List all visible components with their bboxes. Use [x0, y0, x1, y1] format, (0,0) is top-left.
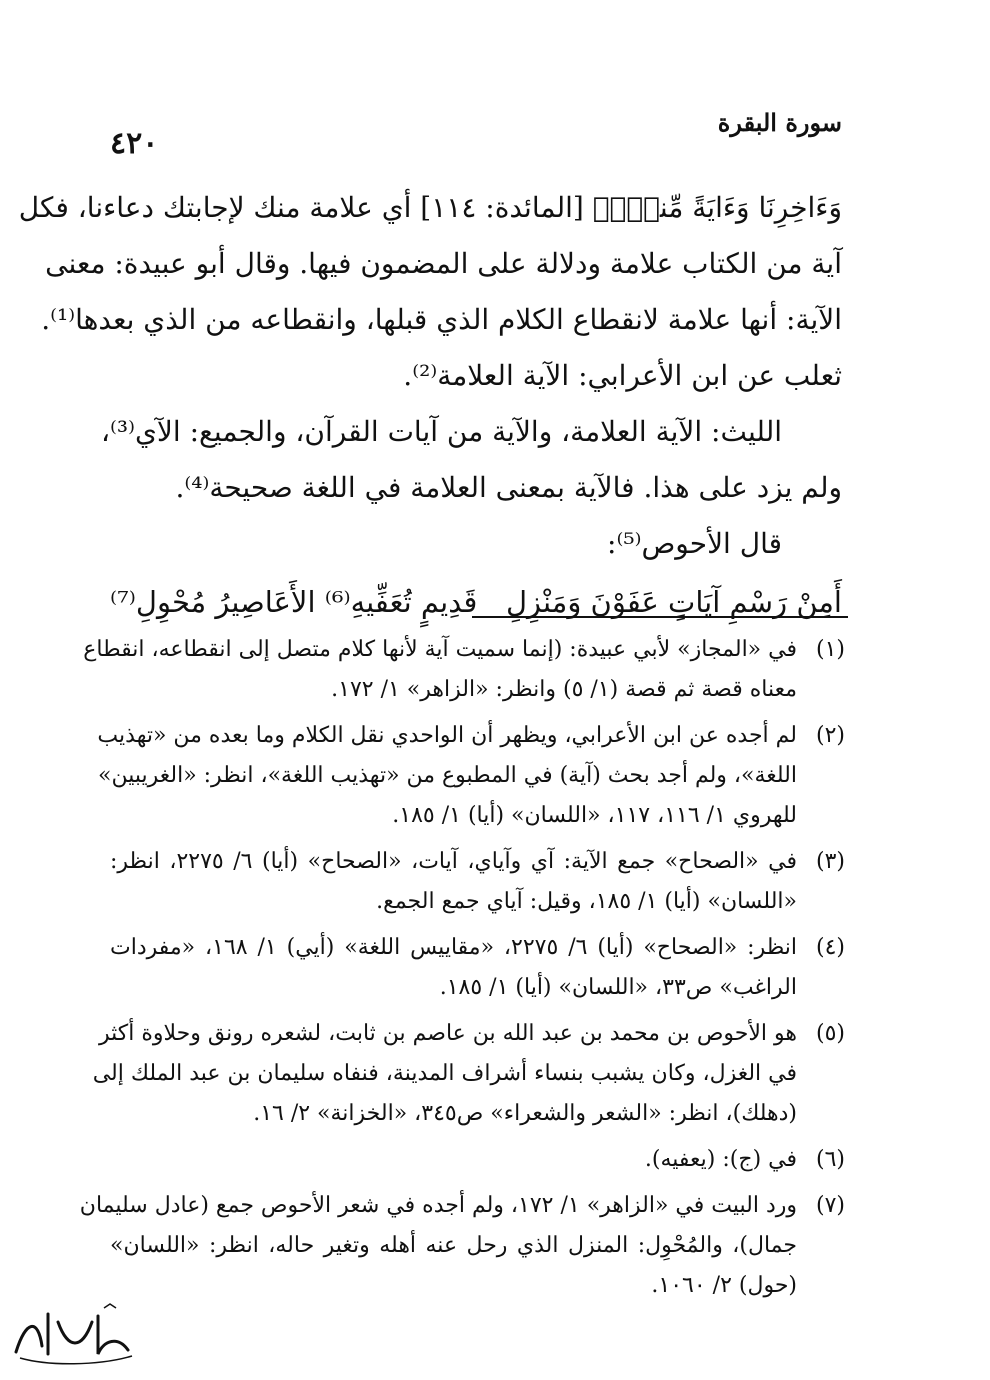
footnote-number: (٢)	[815, 723, 845, 748]
footnote-number: (٧)	[815, 1193, 845, 1218]
verse-second-hemistich: قَدِيمٍ تُعَفِّيهِ⁽⁶⁾ الأَعَاصِيرُ مُحْوِلِ⁽⁷⁾	[110, 585, 478, 619]
main-line: قال الأحوص⁽⁵⁾:	[607, 527, 782, 560]
footnote-6	[110, 1140, 845, 1180]
footnote-line: للهروي ١/ ١١٦، ١١٧، «اللسان» (أيا) ١/ ١٨٥.	[392, 803, 797, 828]
page-number: ٤٢٠	[110, 126, 159, 161]
footnote-number: (٥)	[815, 1021, 845, 1046]
main-line: وَءَاخِرِنَا وَءَايَةً مِّنكَۖ﴾ [المائدة: ١١٤] أي علامة منك لإجابتك دعاءنا، فكل	[18, 191, 842, 224]
footnote-line: جمال)، والمُحْوِل: المنزل الذي رحل عنه أهله وتغير حاله، انظر: «اللسان»	[110, 1233, 797, 1258]
main-text	[18, 180, 842, 632]
watermark-seal	[8, 1300, 138, 1370]
footnote-line: لم أجده عن ابن الأعرابي، ويظهر أن الواحدي نقل الكلام وما بعده من «تهذيب	[97, 723, 797, 748]
footnote-line: ورد البيت في «الزاهر» ١/ ١٧٢، ولم أجده في شعر الأحوص جمع (عادل سليمان	[79, 1193, 797, 1218]
footnote-line: في (ج): (يعفيه).	[644, 1147, 797, 1172]
footnote-number: (٣)	[815, 849, 845, 874]
footnote-number: (٦)	[815, 1147, 845, 1172]
page-header	[110, 108, 842, 161]
footnote-line: انظر: «الصحاح» (أيا) ٦/ ٢٢٧٥، «مقاييس اللغة» (أيي) ١/ ١٦٨، «مفردات	[110, 935, 797, 960]
footnote-separator	[472, 616, 848, 618]
running-title: سورة البقرة	[717, 108, 842, 137]
main-line: ثعلب عن ابن الأعرابي: الآية العلامة⁽²⁾.	[403, 359, 842, 392]
footnote-line: (حول) ٢/ ١٠٦٠.	[651, 1273, 797, 1298]
footnote-4	[110, 928, 845, 1008]
footnote-line: (دهلك)، انظر: «الشعر والشعراء» ص٣٤٥، «الخزانة» ٢/ ١٦.	[253, 1101, 797, 1126]
footnotes	[79, 630, 845, 1312]
footnote-3	[110, 842, 845, 922]
footnote-number: (١)	[815, 637, 845, 662]
footnote-2	[97, 716, 845, 836]
footnote-line: «اللسان» (أيا) ١/ ١٨٥، وقيل: آياي جمع الجمع.	[376, 889, 797, 914]
footnote-line: في الغزل، وكان يشبب بنساء أشراف المدينة، فنفاه سليمان بن عبد الملك إلى	[92, 1061, 797, 1086]
footnote-line: هو الأحوص بن محمد بن عبد الله بن عاصم بن ثابت، لشعره رونق وحلاوة أكثر	[98, 1021, 797, 1046]
verse-first-hemistich: أَمِنْ رَسْمِ آيَاتٍ عَفَوْنَ وَمَنْزِلِ	[505, 585, 842, 619]
poetry-verse	[110, 572, 842, 632]
main-line: آية من الكتاب علامة ودلالة على المضمون فيها. وقال أبو عبيدة: معنى	[45, 247, 842, 280]
main-line: ولم يزد على هذا. فالآية بمعنى العلامة في اللغة صحيحة⁽⁴⁾.	[175, 471, 842, 504]
footnote-7	[79, 1186, 845, 1306]
footnote-line: معناه قصة ثم قصة (١/ ٥) وانظر: «الزاهر» ١/ ١٧٢.	[331, 677, 797, 702]
seal-logo-icon	[8, 1300, 138, 1370]
footnote-line: في «المجاز» لأبي عبيدة: (إنما سميت آية لأنها كلام متصل إلى انقطاعه، انقطاع	[83, 637, 797, 662]
footnote-number: (٤)	[815, 935, 845, 960]
footnote-1	[83, 630, 845, 710]
main-line: الليث: الآية العلامة، والآية من آيات القرآن، والجميع: الآي⁽³⁾،	[100, 415, 782, 448]
footnote-line: اللغة»، ولم أجد بحث (آية) في المطبوع من «تهذيب اللغة»، انظر: «الغريبين»	[98, 763, 797, 788]
main-line: الآية: أنها علامة لانقطاع الكلام الذي قبلها، وانقطاعه من الذي بعدها⁽¹⁾.	[41, 303, 842, 336]
footnote-line: في «الصحاح» جمع الآية: آي وآياي، آيات، «الصحاح» (أيا) ٦/ ٢٢٧٥، انظر:	[110, 849, 797, 874]
footnote-5	[92, 1014, 845, 1134]
footnote-line: الراغب» ص٣٣، «اللسان» (أيا) ١/ ١٨٥.	[439, 975, 797, 1000]
